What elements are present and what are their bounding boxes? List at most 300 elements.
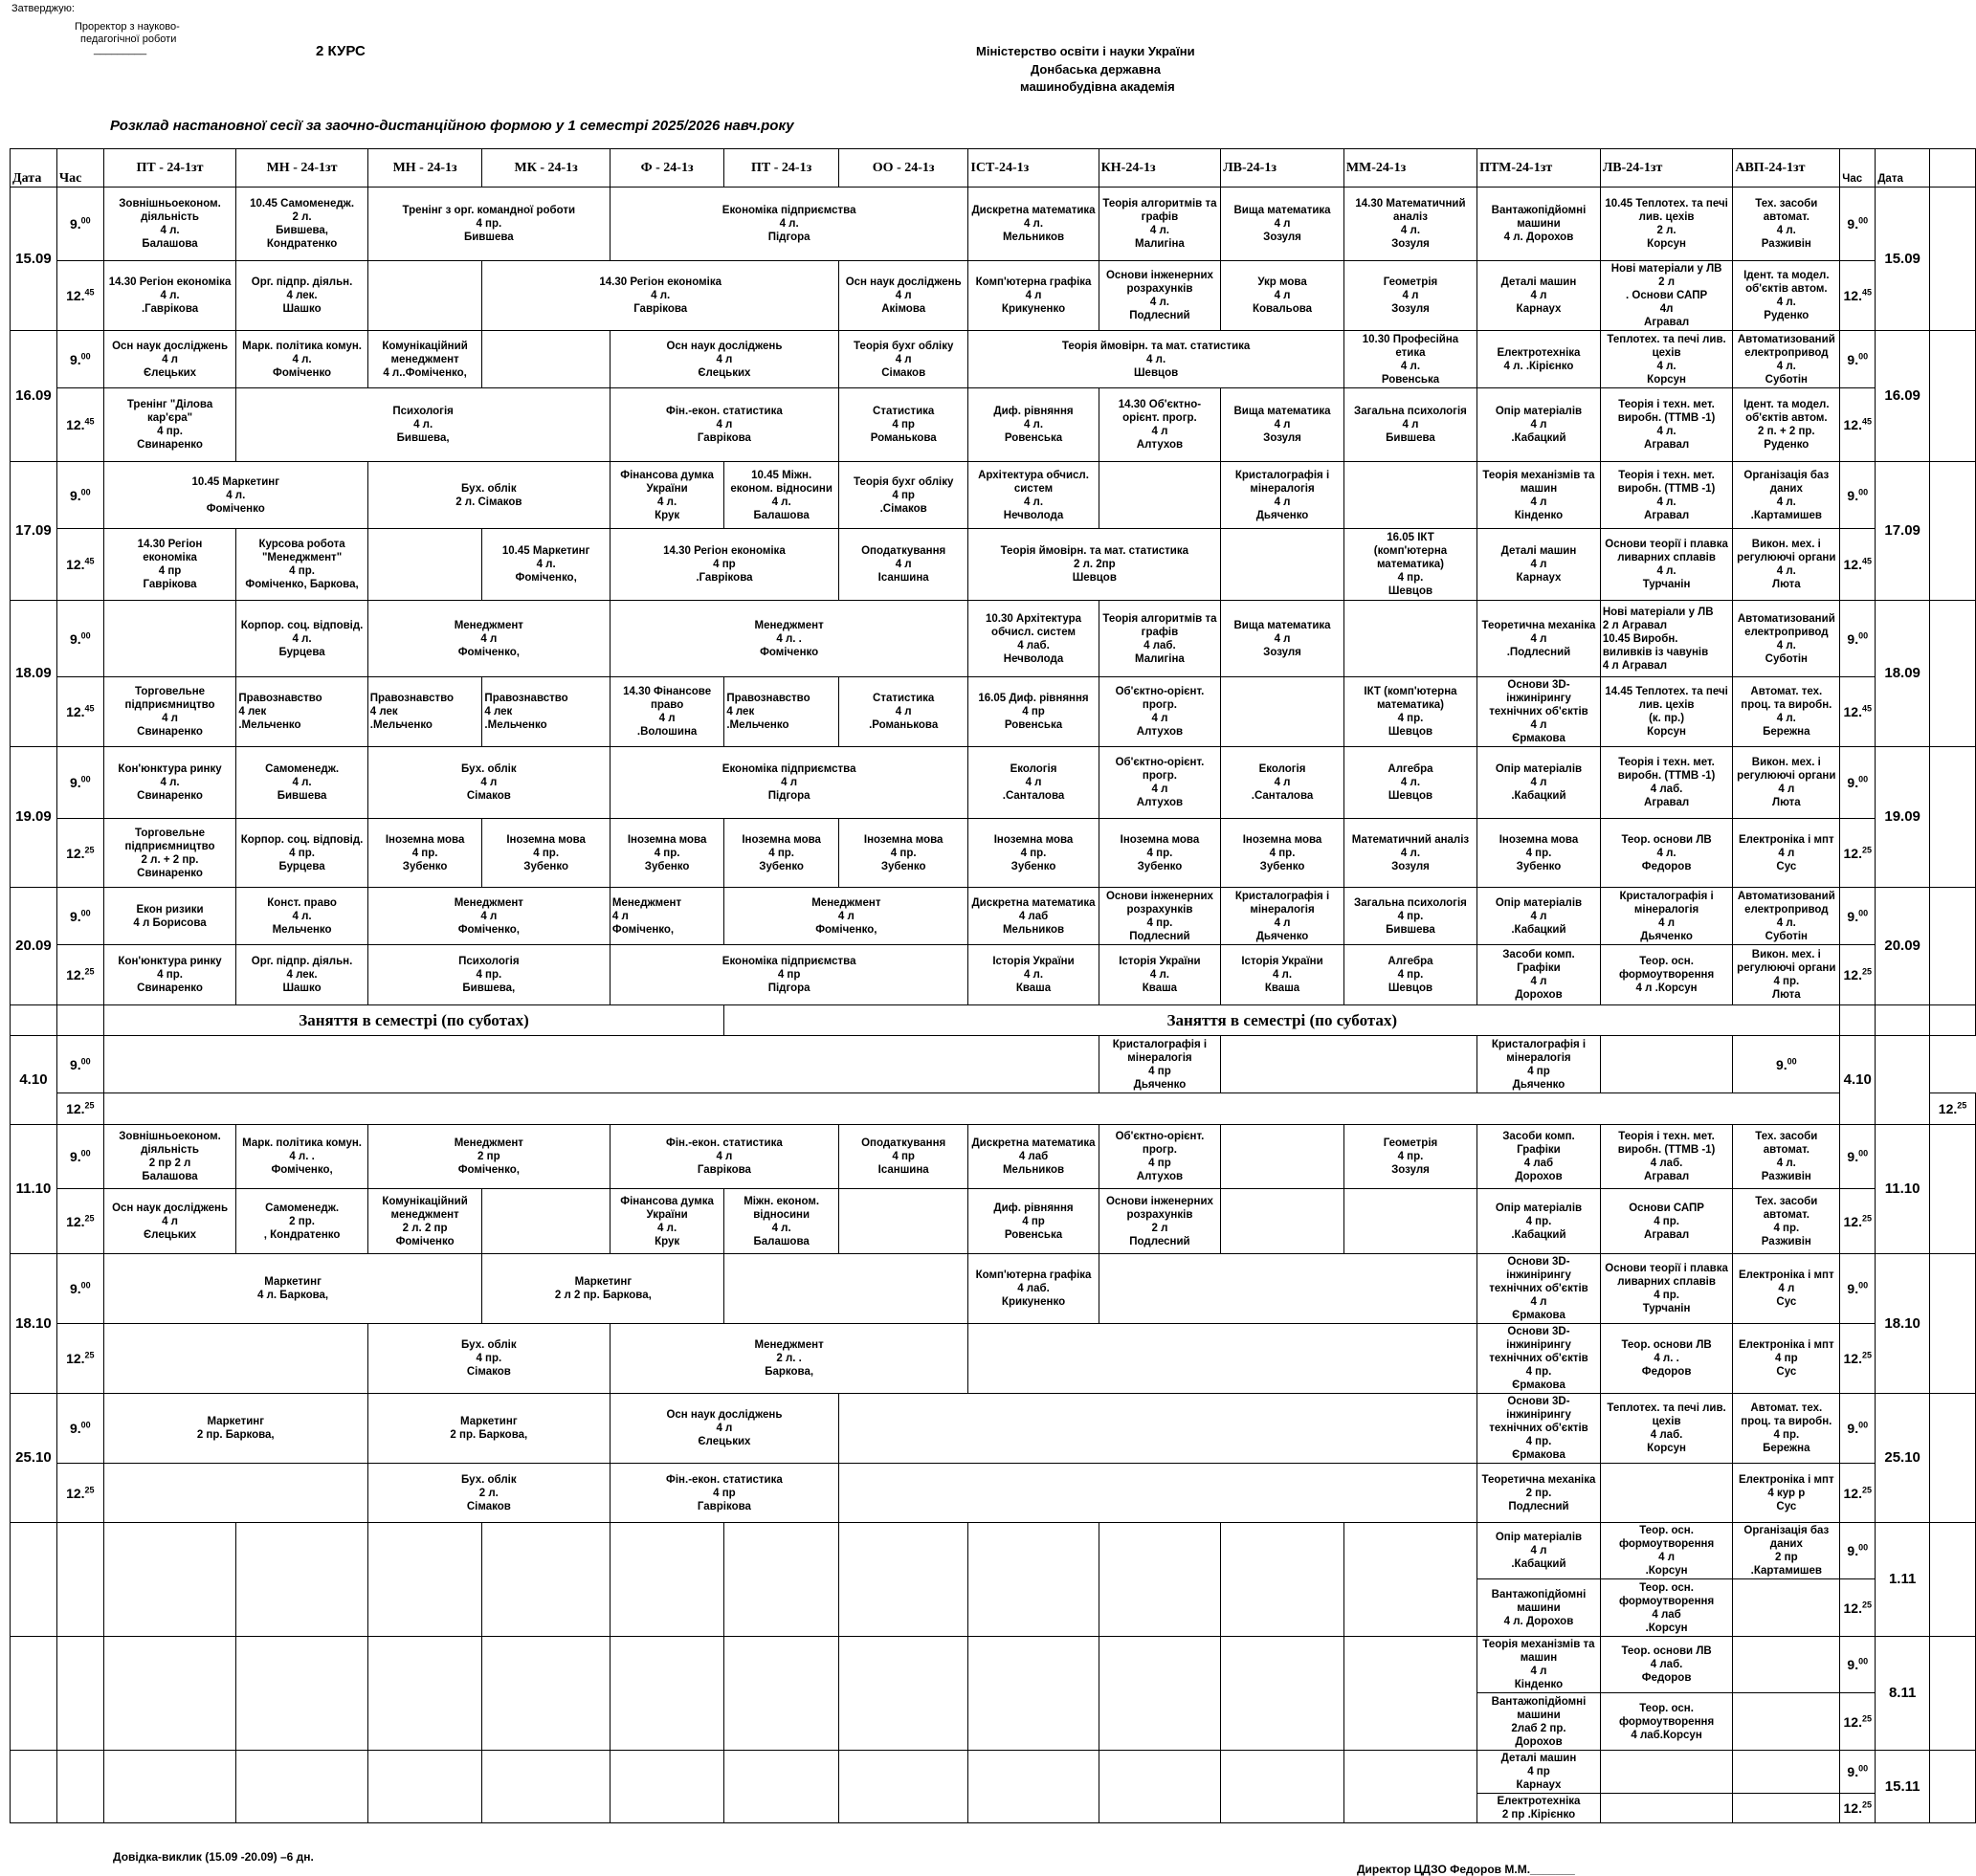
cell-text: 18.10 bbox=[1884, 1314, 1920, 1332]
cell-text: Корпор. соц. відповід. 4 л. Бурцева bbox=[240, 619, 364, 658]
table-cell bbox=[56, 945, 103, 1005]
table-row bbox=[11, 1464, 1976, 1523]
cell-text: 12. bbox=[66, 1485, 85, 1501]
cell-text: Комп'ютерна графіка 4 л Крикуненко bbox=[975, 276, 1092, 315]
table-cell bbox=[968, 888, 1099, 945]
table-cell bbox=[838, 1464, 1476, 1523]
cell-text: 16.05 ІКТ (комп'ютерна математика) 4 пр. Шевцов bbox=[1373, 532, 1448, 597]
table-cell bbox=[1733, 388, 1840, 462]
table-cell bbox=[367, 1523, 482, 1637]
cell-text: 18.09 bbox=[15, 665, 52, 681]
table-row bbox=[11, 462, 1976, 529]
table-cell bbox=[1840, 677, 1876, 747]
table-cell bbox=[1600, 529, 1733, 601]
cell-text: 9. bbox=[1847, 351, 1859, 367]
time-minutes: 25 bbox=[84, 1484, 95, 1494]
table-cell bbox=[103, 1125, 236, 1189]
cell-text: 12. bbox=[1843, 967, 1862, 982]
table-cell bbox=[1733, 747, 1840, 819]
cell-text: Дискретна математика 4 лаб Мельников bbox=[971, 1137, 1096, 1176]
table-cell bbox=[968, 188, 1099, 261]
table-cell bbox=[236, 1637, 367, 1751]
table-cell bbox=[838, 261, 967, 331]
table-cell bbox=[1840, 462, 1876, 529]
cell-text: Іноземна мова 4 пр. Зубенко bbox=[863, 833, 944, 872]
table-cell bbox=[103, 1751, 236, 1823]
table-cell bbox=[610, 747, 968, 819]
cell-text: Кристалографія і мінералогія 4 л Дьяченко bbox=[1234, 890, 1330, 942]
cell-text: Орг. підпр. діяльн. 4 лек. Шашко bbox=[251, 276, 353, 315]
cell-text: 10.45 Міжн. економ. відносини 4 л. Балашова bbox=[730, 469, 833, 521]
table-cell bbox=[1221, 945, 1344, 1005]
table-cell bbox=[56, 1464, 103, 1523]
table-cell bbox=[56, 188, 103, 261]
table-cell bbox=[1600, 601, 1733, 677]
cell-text: Зовнішньоеконом. діяльність 2 пр 2 л Балашова bbox=[119, 1131, 221, 1182]
table-cell bbox=[1733, 1637, 1840, 1693]
cell-text: Бух. облік 4 пр. Сімаков bbox=[461, 1339, 517, 1378]
cell-text: Диф. рівняння 4 л. Ровенська bbox=[993, 406, 1074, 444]
table-row bbox=[11, 1036, 1976, 1093]
table-cell bbox=[482, 1751, 610, 1823]
cell-text: 9. bbox=[1847, 1764, 1859, 1779]
cell-text: 1.11 bbox=[1888, 1571, 1917, 1587]
cell-text: Менеджмент 4 л. . Фоміченко bbox=[754, 619, 824, 658]
cell-text: Засоби комп. Графіки 4 л Дорохов bbox=[1502, 949, 1575, 1001]
cell-text: Кон'юнктура ринку 4 пр. Свинаренко bbox=[118, 956, 222, 994]
table-cell bbox=[1930, 1093, 1976, 1125]
table-cell bbox=[1343, 747, 1476, 819]
table-cell bbox=[968, 747, 1099, 819]
cell-text: Теор. осн. формоутворення 4 лаб.Корсун bbox=[1619, 1702, 1715, 1741]
cell-text: 12. bbox=[66, 288, 85, 303]
table-cell bbox=[1600, 149, 1733, 188]
table-cell bbox=[1600, 188, 1733, 261]
table-cell bbox=[1733, 188, 1840, 261]
table-cell bbox=[1733, 888, 1840, 945]
table-cell bbox=[103, 1093, 1840, 1125]
cell-text: Теорія і техн. мет. виробн. (ТТМВ -1) 4 л. Агравал bbox=[1617, 469, 1716, 521]
table-cell bbox=[367, 188, 610, 261]
table-cell bbox=[968, 462, 1099, 529]
table-cell bbox=[56, 388, 103, 462]
cell-text: 12. bbox=[66, 967, 85, 982]
cell-text: 25.10 bbox=[15, 1449, 52, 1466]
cell-text: Теорія і техн. мет. виробн. (ТТМВ -1) 4 лаб. Агравал bbox=[1617, 757, 1716, 808]
cell-text: Опір матеріалів 4 л .Кабацкий bbox=[1495, 406, 1583, 444]
cell-text: Осн наук досліджень 4 л Єлецьких bbox=[112, 1202, 229, 1241]
cell-text: Марк. політика комун. 4 л. Фоміченко bbox=[242, 340, 362, 379]
table-cell bbox=[1600, 945, 1733, 1005]
cell-text: 10.45 Теплотех. та печі лив. цехів 2 л. Корсун bbox=[1605, 198, 1728, 250]
table-cell bbox=[610, 149, 723, 188]
time-minutes: 00 bbox=[1787, 1055, 1797, 1066]
table-cell bbox=[1477, 677, 1601, 747]
cell-text: Основи інженерних розрахунків 4 л. Подлесний bbox=[1105, 270, 1213, 321]
table-cell bbox=[367, 1394, 610, 1464]
table-cell bbox=[1600, 331, 1733, 388]
cell-text: Теорія і техн. мет. виробн. (ТТМВ -1) 4 л. Агравал bbox=[1617, 399, 1716, 451]
table-cell bbox=[838, 1394, 1476, 1464]
table-row bbox=[11, 1523, 1976, 1579]
table-cell bbox=[838, 331, 967, 388]
cell-text: 9. bbox=[69, 1281, 81, 1296]
table-cell bbox=[1477, 149, 1601, 188]
table-cell bbox=[1600, 462, 1733, 529]
table-cell bbox=[724, 1005, 1840, 1036]
time-minutes: 00 bbox=[1858, 1148, 1869, 1159]
table-cell bbox=[1930, 188, 1976, 331]
cell-text: Викон. мех. і регулюючі органи 4 л. Люта bbox=[1737, 539, 1836, 590]
cell-text: Теплотех. та печі лив. цехів 4 л. Корсун bbox=[1607, 333, 1726, 386]
cell-text: Опір матеріалів 4 л .Кабацкий bbox=[1495, 763, 1583, 802]
table-cell bbox=[1477, 529, 1601, 601]
table-cell bbox=[1099, 888, 1221, 945]
table-cell bbox=[1876, 1036, 1930, 1125]
table-row bbox=[11, 945, 1976, 1005]
cell-text: Оподаткування 4 л Ісаншина bbox=[861, 545, 946, 584]
table-cell bbox=[1840, 1464, 1876, 1523]
table-cell bbox=[1733, 1189, 1840, 1254]
table-cell bbox=[1221, 1036, 1477, 1093]
table-cell bbox=[1930, 462, 1976, 601]
table-cell bbox=[56, 1751, 103, 1823]
cell-text: Бух. облік 2 л. Сімаков bbox=[461, 1473, 517, 1512]
table-cell bbox=[236, 888, 367, 945]
table-cell bbox=[11, 1523, 57, 1637]
time-minutes: 00 bbox=[1858, 1656, 1869, 1666]
cell-text: Організація баз даних 4 л. .Картамишев bbox=[1743, 469, 1830, 521]
table-cell bbox=[236, 188, 367, 261]
table-cell bbox=[1221, 1637, 1344, 1751]
cell-text: Електротехніка 4 л. .Кірієнко bbox=[1497, 346, 1581, 372]
cell-text: Фінансова думка України 4 л. Крук bbox=[620, 469, 714, 521]
table-cell bbox=[724, 462, 839, 529]
cell-text: 10.45 Маркетинг 4 л. Фоміченко, bbox=[501, 545, 590, 584]
table-row bbox=[11, 1394, 1976, 1464]
cell-text: Алгебра 4 л. Шевцов bbox=[1388, 763, 1433, 802]
cell-text: ІКТ (комп'ютерна математика) 4 пр. Шевцов bbox=[1364, 686, 1457, 738]
cell-text: Осн наук досліджень 4 л Єлецьких bbox=[666, 340, 783, 379]
cell-text: Диф. рівняння 4 пр Ровенська bbox=[993, 1202, 1074, 1241]
cell-text: 12. bbox=[1843, 704, 1862, 719]
cell-text: Об'єктно-орієнт. прогр. 4 пр Алтухов bbox=[1115, 1131, 1205, 1182]
table-cell bbox=[11, 149, 57, 188]
cell-text: Курсова робота "Менеджмент" 4 пр. Фоміченко, Баркова, bbox=[245, 539, 359, 590]
cell-text: 12. bbox=[66, 845, 85, 861]
table-cell bbox=[1876, 462, 1930, 601]
cell-text: 9. bbox=[1847, 1149, 1859, 1164]
cell-text: ІСТ-24-1з bbox=[970, 160, 1030, 175]
time-minutes: 00 bbox=[80, 1055, 91, 1066]
cell-text: Час bbox=[1842, 173, 1863, 185]
cell-text: Орг. підпр. діяльн. 4 лек. Шашко bbox=[251, 956, 353, 994]
time-minutes: 00 bbox=[80, 629, 91, 640]
table-cell bbox=[1343, 1637, 1476, 1751]
cell-text: Час bbox=[58, 171, 82, 186]
table-cell bbox=[103, 331, 236, 388]
cell-text: Вантажопідйомні машини 2лаб 2 пр. Дорохов bbox=[1491, 1695, 1587, 1748]
cell-text: Вища математика 4 л Зозуля bbox=[1233, 619, 1331, 658]
cell-text: 20.09 bbox=[15, 938, 52, 954]
time-minutes: 25 bbox=[84, 1350, 95, 1360]
table-cell bbox=[968, 331, 1343, 388]
table-cell bbox=[11, 888, 57, 1005]
table-cell bbox=[1099, 462, 1221, 529]
cell-text: Іноземна мова 4 пр. Зубенко bbox=[1242, 833, 1322, 872]
time-minutes: 00 bbox=[1858, 350, 1869, 361]
cell-text: Об'єктно-орієнт. прогр. 4 л Алтухов bbox=[1115, 757, 1205, 808]
cell-text: 17.09 bbox=[15, 522, 52, 539]
table-cell bbox=[103, 1036, 1099, 1093]
cell-text: Комунікаційний менеджмент 2 л. 2 пр Фоміченко bbox=[382, 1195, 468, 1247]
table-cell bbox=[838, 462, 967, 529]
cell-text: Організація баз даних 2 пр .Картамишев bbox=[1743, 1525, 1830, 1577]
cell-text: 10.30 Професійна етика 4 л. Ровенська bbox=[1362, 333, 1459, 386]
table-cell bbox=[1733, 1464, 1840, 1523]
table-cell bbox=[11, 1751, 57, 1823]
table-cell bbox=[1840, 1125, 1876, 1189]
table-cell bbox=[724, 1523, 839, 1637]
cell-text: Маркетинг 2 пр. Баркова, bbox=[450, 1416, 528, 1441]
cell-text: 9. bbox=[69, 1056, 81, 1072]
table-cell bbox=[1099, 1751, 1221, 1823]
table-cell bbox=[103, 188, 236, 261]
cell-text: Комунікаційний менеджмент 4 л..Фоміченко, bbox=[382, 340, 468, 379]
table-cell bbox=[367, 261, 482, 331]
table-cell bbox=[1876, 331, 1930, 462]
time-minutes: 00 bbox=[1858, 486, 1869, 497]
table-cell bbox=[236, 529, 367, 601]
cell-text: 4.10 bbox=[19, 1071, 48, 1088]
cell-text: ММ-24-1з bbox=[1345, 160, 1407, 175]
cell-text: Дискретна математика 4 лаб Мельников bbox=[971, 896, 1096, 936]
table-cell bbox=[1477, 1579, 1601, 1637]
table-cell bbox=[1600, 819, 1733, 888]
table-cell bbox=[103, 1324, 367, 1394]
table-cell bbox=[1099, 149, 1221, 188]
table-cell bbox=[56, 1036, 103, 1093]
table-cell bbox=[103, 1189, 236, 1254]
table-cell bbox=[968, 261, 1099, 331]
table-cell bbox=[56, 819, 103, 888]
table-cell bbox=[1343, 462, 1476, 529]
table-cell bbox=[838, 677, 967, 747]
cell-text: 11.10 bbox=[15, 1181, 52, 1197]
cell-text: Економіка підприємства 4 л. Підгора bbox=[722, 205, 856, 243]
table-cell bbox=[1477, 819, 1601, 888]
cell-text: Фін.-екон. статистика 4 л Гаврікова bbox=[666, 1137, 783, 1176]
table-cell bbox=[236, 677, 367, 747]
cell-text: Міжн. економ. відносини 4 л. Балашова bbox=[744, 1195, 820, 1247]
table-cell bbox=[1876, 888, 1930, 1005]
table-cell bbox=[1600, 888, 1733, 945]
cell-text: Дата bbox=[12, 171, 42, 186]
table-cell bbox=[11, 1036, 57, 1125]
table-cell bbox=[103, 1464, 367, 1523]
cell-text: Теплотех. та печі лив. цехів 4 лаб. Корсун bbox=[1607, 1402, 1726, 1454]
time-minutes: 45 bbox=[1861, 287, 1872, 298]
table-cell bbox=[11, 601, 57, 747]
prorector-line2: педагогічної роботи bbox=[80, 33, 177, 45]
table-cell bbox=[1477, 261, 1601, 331]
table-row bbox=[11, 1005, 1976, 1036]
table-cell bbox=[367, 819, 482, 888]
certificate-note: Довідка-виклик (15.09 -20.09) –6 дн. bbox=[113, 1850, 314, 1864]
cell-text: 14.30 Фінансове право 4 л .Волошина bbox=[623, 686, 712, 738]
table-cell bbox=[610, 601, 968, 677]
time-minutes: 25 bbox=[1861, 1712, 1872, 1723]
cell-text: Психологія 4 л. Бившева, bbox=[392, 406, 454, 444]
time-minutes: 00 bbox=[80, 1280, 91, 1291]
table-cell bbox=[1840, 331, 1876, 388]
table-cell bbox=[56, 888, 103, 945]
table-cell bbox=[482, 819, 610, 888]
table-cell bbox=[1221, 1189, 1344, 1254]
cell-text: Історія України 4 л. Кваша bbox=[992, 956, 1075, 994]
table-cell bbox=[367, 331, 482, 388]
cell-text: 9. bbox=[1847, 1657, 1859, 1672]
table-cell bbox=[1733, 677, 1840, 747]
cell-text: 17.09 bbox=[1884, 522, 1920, 539]
table-cell bbox=[1343, 149, 1476, 188]
table-cell bbox=[1840, 819, 1876, 888]
table-cell bbox=[1099, 1254, 1477, 1324]
table-cell bbox=[610, 945, 968, 1005]
table-cell bbox=[1477, 1324, 1601, 1394]
table-cell bbox=[1600, 1394, 1733, 1464]
time-minutes: 25 bbox=[1861, 1484, 1872, 1494]
director-signature: Директор ЦДЗО Федоров М.М._______ bbox=[1357, 1863, 1575, 1876]
cell-text: Теорія бухг обліку 4 пр .Сімаков bbox=[853, 475, 954, 515]
table-cell bbox=[367, 529, 482, 601]
cell-text: 12. bbox=[66, 417, 85, 432]
table-cell bbox=[367, 1125, 610, 1189]
table-cell bbox=[11, 1254, 57, 1394]
table-cell bbox=[1930, 149, 1976, 188]
cell-text: Загальна психологія 4 пр. Бившева bbox=[1354, 896, 1467, 936]
table-cell bbox=[838, 1189, 967, 1254]
cell-text: Вища математика 4 л Зозуля bbox=[1233, 205, 1331, 243]
table-cell bbox=[1600, 1189, 1733, 1254]
table-cell bbox=[367, 1324, 610, 1394]
table-cell bbox=[968, 1125, 1099, 1189]
table-cell bbox=[11, 1637, 57, 1751]
table-cell bbox=[103, 529, 236, 601]
table-cell bbox=[1099, 601, 1221, 677]
cell-text: Теорія механізмів та машин 4 л Кінденко bbox=[1482, 469, 1595, 521]
time-minutes: 45 bbox=[1861, 416, 1872, 427]
table-cell bbox=[1876, 1523, 1930, 1637]
table-cell bbox=[1876, 149, 1930, 188]
table-cell bbox=[1221, 529, 1344, 601]
table-cell bbox=[1840, 261, 1876, 331]
cell-text: Геометрія 4 л Зозуля bbox=[1383, 276, 1438, 315]
table-cell bbox=[1600, 1751, 1733, 1794]
cell-text: 12. bbox=[1843, 1485, 1862, 1501]
cell-text: Екологія 4 л .Санталова bbox=[1251, 763, 1314, 802]
time-minutes: 00 bbox=[1858, 1280, 1869, 1291]
table-cell bbox=[482, 149, 610, 188]
table-cell bbox=[1840, 888, 1876, 945]
table-cell bbox=[56, 1093, 103, 1125]
table-cell bbox=[968, 945, 1099, 1005]
table-cell bbox=[1477, 1254, 1601, 1324]
table-cell bbox=[1600, 388, 1733, 462]
table-cell bbox=[1477, 1394, 1601, 1464]
table-cell bbox=[1343, 261, 1476, 331]
cell-text: ПТ - 24-1з bbox=[751, 160, 812, 175]
cell-text: 9. bbox=[69, 1421, 81, 1436]
table-cell bbox=[1099, 1637, 1221, 1751]
time-minutes: 00 bbox=[1858, 215, 1869, 226]
time-minutes: 45 bbox=[1861, 556, 1872, 566]
table-row bbox=[11, 1751, 1976, 1794]
table-cell bbox=[56, 677, 103, 747]
cell-text: 9. bbox=[1847, 1281, 1859, 1296]
table-cell bbox=[610, 1751, 723, 1823]
table-cell bbox=[1600, 747, 1733, 819]
cell-text: Фін.-екон. статистика 4 л Гаврікова bbox=[666, 406, 783, 444]
cell-text: Історія України 4 л. Кваша bbox=[1241, 956, 1323, 994]
table-cell bbox=[610, 1324, 968, 1394]
table-cell bbox=[1876, 601, 1930, 747]
cell-text: Правознавство 4 лек .Мельченко bbox=[484, 693, 568, 731]
table-cell bbox=[1930, 331, 1976, 462]
table-cell bbox=[1733, 331, 1840, 388]
table-cell bbox=[1343, 819, 1476, 888]
cell-text: Менеджмент 2 л. . Баркова, bbox=[754, 1339, 824, 1378]
cell-text: Іноземна мова 4 пр. Зубенко bbox=[1120, 833, 1200, 872]
cell-text: 14.45 Теплотех. та печі лив. цехів (к. пр.) Корсун bbox=[1605, 686, 1728, 738]
cell-text: 12. bbox=[1843, 1600, 1862, 1616]
approve-label: Затверджую: bbox=[11, 3, 75, 14]
time-minutes: 00 bbox=[1858, 1420, 1869, 1430]
table-cell bbox=[367, 601, 610, 677]
table-cell bbox=[236, 1523, 367, 1637]
table-cell bbox=[610, 188, 968, 261]
table-cell bbox=[1477, 462, 1601, 529]
table-row bbox=[11, 149, 1976, 188]
table-cell bbox=[103, 149, 236, 188]
cell-text: Автомат. тех. проц. та виробн. 4 пр. Бережна bbox=[1741, 1402, 1832, 1454]
table-cell bbox=[367, 677, 482, 747]
cell-text: Деталі машин 4 пр Карнаух bbox=[1500, 1753, 1577, 1791]
table-cell bbox=[103, 1005, 724, 1036]
cell-text: 12. bbox=[66, 557, 85, 572]
time-minutes: 25 bbox=[84, 966, 95, 977]
cell-text: 14.30 Регіон економіка 4 пр Гаврікова bbox=[137, 539, 203, 590]
table-row bbox=[11, 747, 1976, 819]
cell-text: Електроніка і мпт 4 л Сус bbox=[1739, 1269, 1834, 1308]
cell-text: 9. bbox=[1847, 1421, 1859, 1436]
cell-text: Вища математика 4 л Зозуля bbox=[1233, 406, 1331, 444]
table-cell bbox=[236, 1189, 367, 1254]
table-cell bbox=[1221, 1125, 1344, 1189]
cell-text: 9. bbox=[69, 216, 81, 232]
table-cell bbox=[1477, 888, 1601, 945]
cell-text: Маркетинг 2 л 2 пр. Баркова, bbox=[554, 1276, 652, 1301]
table-cell bbox=[1840, 1005, 1876, 1036]
table-cell bbox=[1876, 1751, 1930, 1823]
table-cell bbox=[724, 149, 839, 188]
cell-text: Викон. мех. і регулюючі органи 4 л Люта bbox=[1737, 757, 1836, 808]
cell-text: Дискретна математика 4 л. Мельников bbox=[971, 205, 1096, 243]
cell-text: Іноземна мова 4 пр. Зубенко bbox=[627, 833, 707, 872]
table-cell bbox=[367, 1751, 482, 1823]
table-cell bbox=[1840, 747, 1876, 819]
table-cell bbox=[482, 261, 839, 331]
